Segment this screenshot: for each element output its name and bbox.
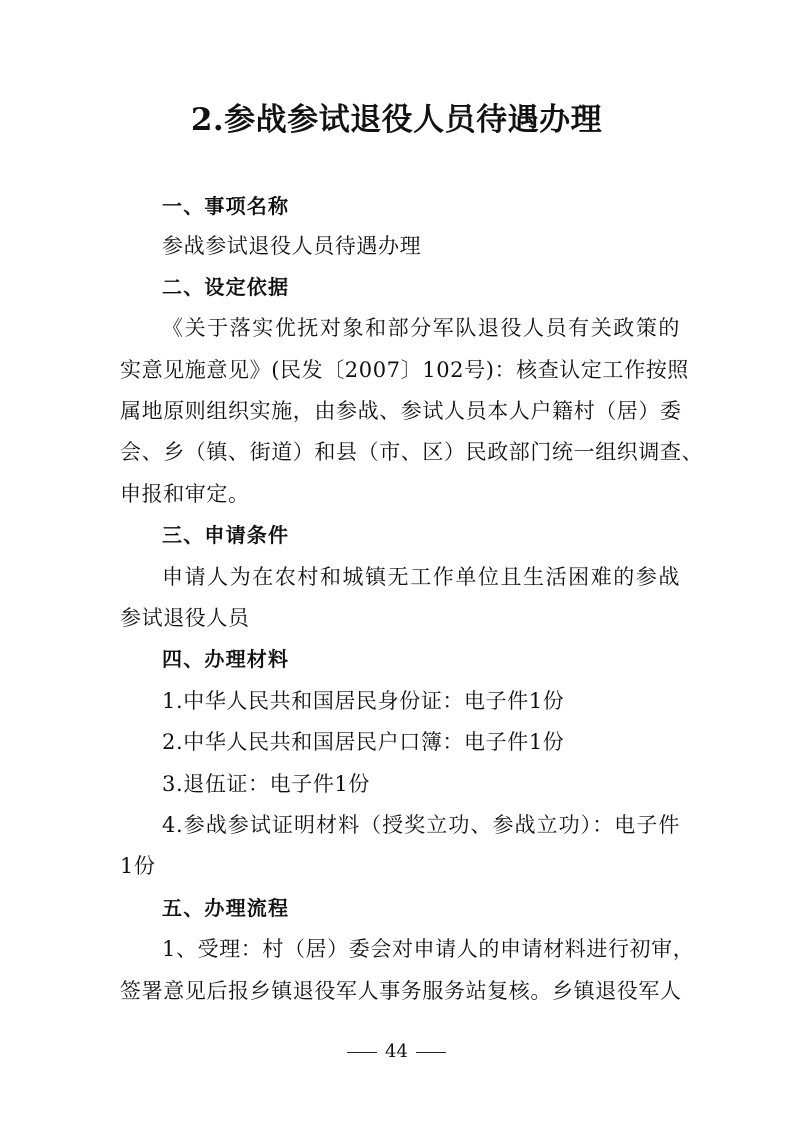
section-5-line: 1、受理：村（居）委会对申请人的申请材料进行初审，	[162, 937, 695, 961]
section-2-line: 申报和审定。	[120, 482, 250, 506]
material-item: 1.中华人民共和国居民身份证：电子件1份	[162, 689, 565, 713]
section-2-line: 实意见施意见》(民发〔2007〕102号)：核查认定工作按照	[120, 358, 689, 382]
section-5-heading: 五、办理流程	[162, 896, 290, 920]
section-3-line: 参试退役人员	[120, 606, 250, 630]
section-2-line: 《关于落实优抚对象和部分军队退役人员有关政策的	[162, 316, 680, 340]
page-number-footer	[0, 1037, 793, 1067]
section-2-line: 会、乡（镇、街道）和县（市、区）民政部门统一组织调查、	[120, 440, 704, 464]
material-item-continued: 1份	[120, 854, 156, 878]
material-item: 3.退伍证：电子件1份	[162, 772, 370, 796]
section-4-heading: 四、办理材料	[162, 647, 290, 671]
section-2-heading: 二、设定依据	[162, 275, 290, 299]
section-1-text: 参战参试退役人员待遇办理	[162, 234, 422, 258]
page-number: 44	[385, 1041, 408, 1062]
material-item: 2.中华人民共和国居民户口簿：电子件1份	[162, 730, 565, 754]
section-3-line: 申请人为在农村和城镇无工作单位且生活困难的参战	[162, 565, 680, 589]
right-dash	[416, 1052, 446, 1053]
section-5-line: 签署意见后报乡镇退役军人事务服务站复核。乡镇退役军人	[120, 979, 682, 1003]
page-title: 2.参战参试退役人员待遇办理	[190, 102, 603, 138]
left-dash	[347, 1052, 377, 1053]
section-3-heading: 三、申请条件	[162, 523, 290, 547]
material-item: 4.参战参试证明材料（授奖立功、参战立功）：电子件	[162, 813, 680, 837]
section-2-line: 属地原则组织实施，由参战、参试人员本人户籍村（居）委	[120, 399, 682, 423]
section-1-heading: 一、事项名称	[162, 194, 290, 218]
